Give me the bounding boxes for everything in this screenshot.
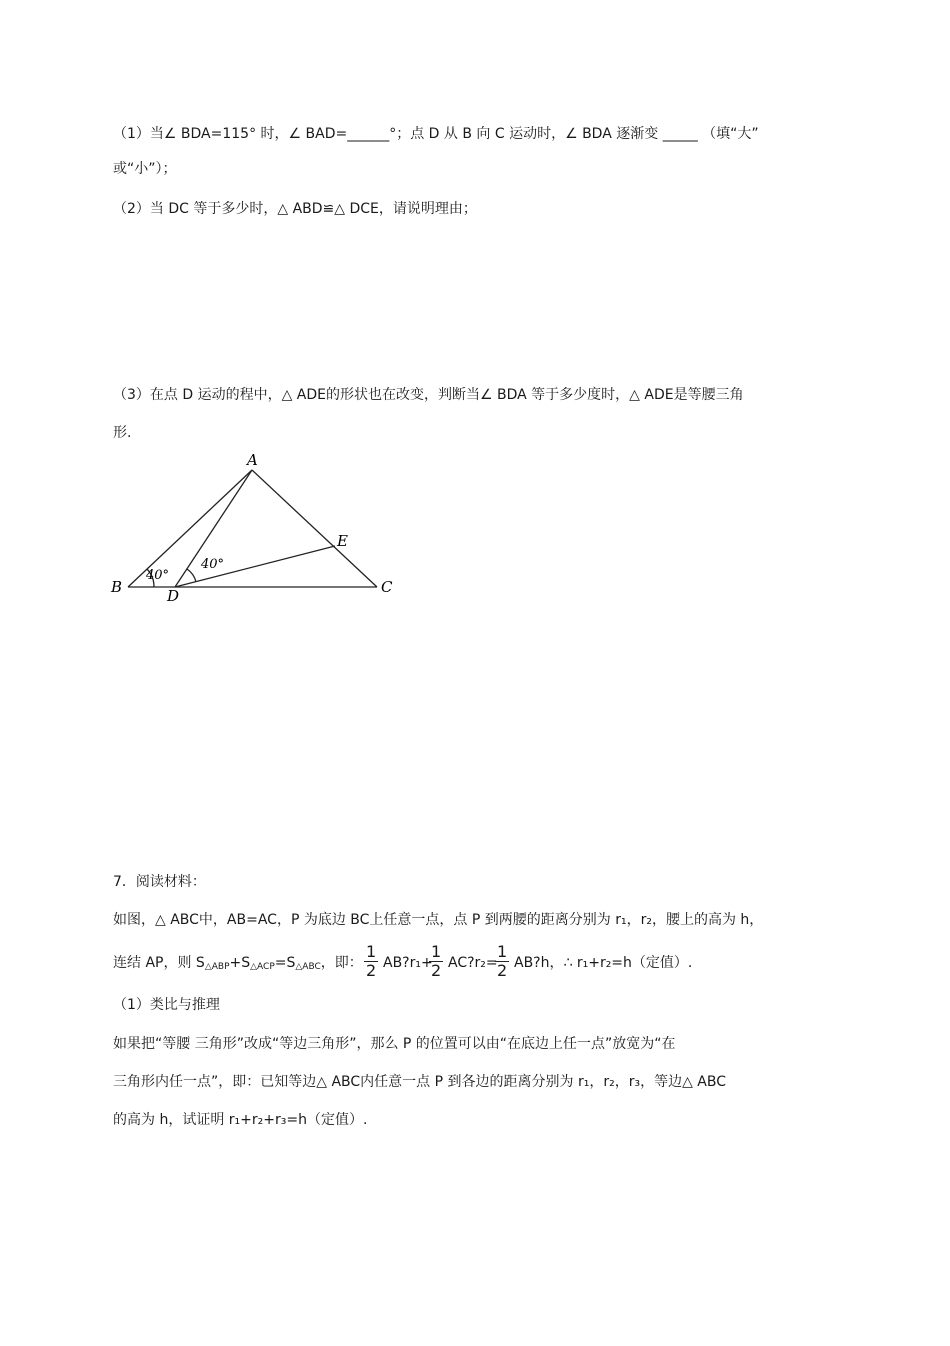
fraction-half-2: [429, 943, 443, 980]
fraction-denominator: 2: [497, 961, 508, 980]
q6-part1-line2: 或“小”）；: [113, 161, 177, 177]
term-ab-r1: AB?r₁+: [383, 955, 433, 971]
fraction-denominator: 2: [366, 961, 377, 980]
subscript-abc: △ABC: [295, 962, 321, 972]
triangle-figure: [105, 448, 405, 608]
segment-de: [175, 546, 335, 587]
label-b: B: [111, 578, 123, 596]
subscript-acp: △ACP: [250, 962, 275, 972]
subscript-abp: △ABP: [204, 962, 230, 972]
equals-s: =S: [274, 955, 296, 971]
label-a: A: [247, 451, 258, 469]
term-ac-r2: AC?r₂=: [448, 955, 498, 971]
q7-line2-start: 连结 AP，则 S: [113, 955, 205, 971]
fraction-numerator: 1: [497, 942, 508, 961]
q7-line2: [113, 953, 363, 977]
q7-sub-heading: （1）类比与推理: [113, 997, 220, 1013]
angle-label-d: 40°: [201, 557, 225, 572]
fraction-half-1: [364, 943, 378, 980]
fraction-numerator: 1: [431, 942, 442, 961]
q7-line3: 如果把“等腰 三角形”改成“等边三角形”，那么 P 的位置可以由“在底边上任一点”放宽为“在: [113, 1036, 676, 1052]
q7-heading: 7．阅读材料：: [113, 874, 206, 890]
fraction-denominator: 2: [431, 961, 442, 980]
angle-label-b: 40°: [146, 568, 170, 583]
q7-line4: 三角形内任一点”，即：已知等边△ ABC内任意一点 P 到各边的距离分别为 r₁，r₂，r₃，等边△ ABC: [113, 1074, 727, 1090]
angle-arc-d: [187, 569, 196, 582]
q6-part3-line1: （3）在点 D 运动的程中，△ ADE的形状也在改变，判断当∠ BDA 等于多少度时，△ ADE是等腰三角: [113, 387, 744, 403]
q7-line1: 如图，△ ABC中，AB=AC，P 为底边 BC上任意一点，点 P 到两腰的距离分别为 r₁，r₂，腰上的高为 h，: [113, 912, 764, 928]
fraction-numerator: 1: [366, 942, 377, 961]
label-d: D: [167, 587, 180, 605]
q6-part1-line1: （1）当∠ BDA=115° 时，∠ BAD=______°；点 D 从 B 向 C 运动时，∠ BDA 逐渐变 _____ （填“大”: [113, 126, 759, 142]
term-ab-h: AB?h，∴ r₁+r₂=h（定值）.: [514, 955, 693, 971]
plus-s: +S: [229, 955, 251, 971]
q6-part2: （2）当 DC 等于多少时，△ ABD≌△ DCE，请说明理由；: [113, 201, 477, 217]
q6-part3-line2: 形.: [113, 425, 132, 441]
label-e: E: [337, 532, 348, 550]
segment-ac: [252, 470, 377, 587]
q7-line5: 的高为 h，试证明 r₁+r₂+r₃=h（定值）.: [113, 1112, 368, 1128]
label-c: C: [381, 578, 393, 596]
q7-line2-ie: ，即：: [320, 955, 363, 971]
fraction-half-3: [495, 943, 509, 980]
